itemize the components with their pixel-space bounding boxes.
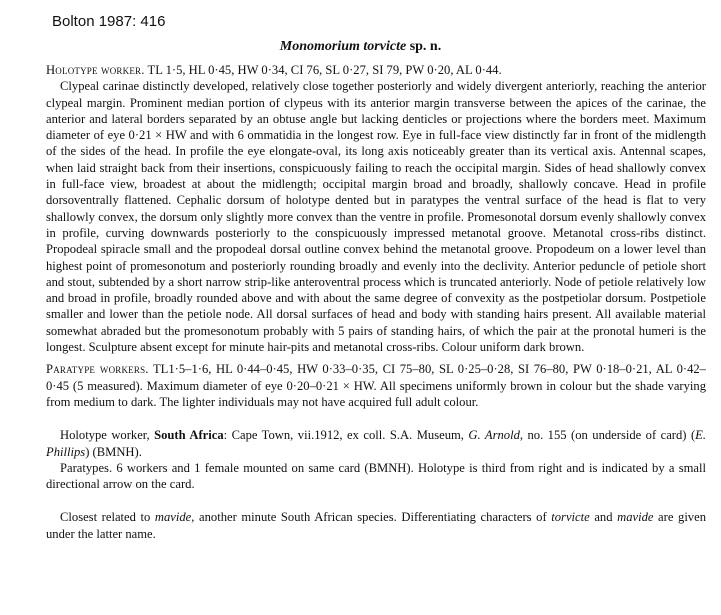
closing-part3: and [589, 510, 618, 525]
holotype-measurements [46, 62, 706, 78]
taxon-torvicte: torvicte [551, 510, 590, 525]
closing-part4: are given under the latter name. [46, 510, 706, 541]
material-mid2: , no. 155 (on underside of card) ( [519, 428, 696, 443]
closing-part1: Closest related to [60, 510, 155, 525]
holotype-material [46, 427, 706, 460]
taxon-mavide-2: mavide [617, 510, 654, 525]
species-name: Monomorium torvicte [279, 39, 407, 54]
source-citation: Bolton 1987: 416 [52, 13, 166, 30]
taxon-mavide: mavide [154, 510, 192, 525]
paratypes-material: Paratypes. 6 workers and 1 female mounted on same card (BMNH). Holotype is third from right and is indicated by a small directional arrow on the card. [46, 460, 706, 492]
paratype-text: TL1·5–1·6, HL 0·44–0·45, HW 0·33–0·35, CI 75–80, SL 0·25–0·28, SI 76–80, PW 0·18–0·21, AL 0·42–0·45 (5 measured). Maximum diameter of eye 0·20–0·21 × HW. All specimens uniformly brown in colour but the shade varying from medium to dark. The lighter individuals may not have acquired full adult colour. [46, 362, 706, 409]
collector2: E. Phillips [46, 428, 706, 459]
species-title [0, 39, 721, 55]
material-prefix: Holotype worker, [60, 428, 155, 443]
species-suffix: sp. n. [406, 39, 442, 54]
material-end: ) (BMNH). [85, 444, 142, 459]
holotype-measure-values: TL 1·5, HL 0·45, HW 0·34, CI 76, SL 0·27, SI 79, PW 0·20, AL 0·44. [144, 63, 502, 77]
closing-paragraph [46, 509, 706, 542]
paratype-paragraph [46, 361, 706, 410]
holotype-label: Holotype worker. [46, 63, 145, 77]
material-mid: : Cape Town, vii.1912, ex coll. S.A. Museum, [223, 428, 469, 443]
description-body [46, 62, 706, 542]
paratype-label: Paratype workers. [46, 362, 149, 377]
closing-part2: , another minute South African species. Differentiating characters of [191, 510, 552, 525]
country: South Africa [154, 428, 224, 443]
holotype-description: Clypeal carinae distinctly developed, relatively close together posteriorly and widely divergent anteriorly, reaching the anterior clypeal margin. Prominent median portion of clypeus with its anterior margin transverse between the apices of the carinae, the anterior and lateral borders separated by an obtuse angle but lacking denticles or projections where the borders meet. Maximum diameter of eye 0·21 × HW and with 6 ommatidia in the longest row. Eye in full-face view distinctly far in front of the midlength of the sides of the head. In profile the eye elongate-oval, its long axis noticeably greater than its vertical axis. Antennal scapes, when laid straight back from their insertions, conspicuously failing to reach the occipital margin. Sides of head shallowly convex in full-face view, broadest at about the midlength; occipital margin broad and broadly, shallowly concave. Head in profile dorsoventrally flattened. Cephalic dorsum of holotype dented but in paratypes the ventral surface of the head is flat to very shallowly convex, the dorsum only slightly more convex than the ventre in profile. Promesonotal dorsum evenly shallowly convex in profile, curving downwards posteriorly to the conspicuously impressed metanotal groove. Metanotal cross-ribs distinct. Propodeal spiracle small and the propodeal dorsal outline convex behind the metanotal groove. Propodeum on a lower level than highest point of promesonotum and posteriorly rounding broadly and evenly into the declivity. Anterior peduncle of petiole short and stout, subtended by a short narrow strip-like anteroventral process which is truncated anteriorly. Node of petiole relatively low and broad in profile, broadly rounded above and with about the same degree of convexity as the postpetiolar dorsum. Postpetiole smaller and lower than the petiole node. All dorsal surfaces of head and body with standing hairs present. All available material somewhat abraded but the promesonotum probably with 5 pairs of standing hairs, of which the pair at the pronotal humeri is the longest. Sculpture absent except for minute hair-pits and metanotal cross-ribs. Colour uniform dark brown. [46, 79, 706, 355]
collector: G. Arnold [468, 428, 520, 443]
